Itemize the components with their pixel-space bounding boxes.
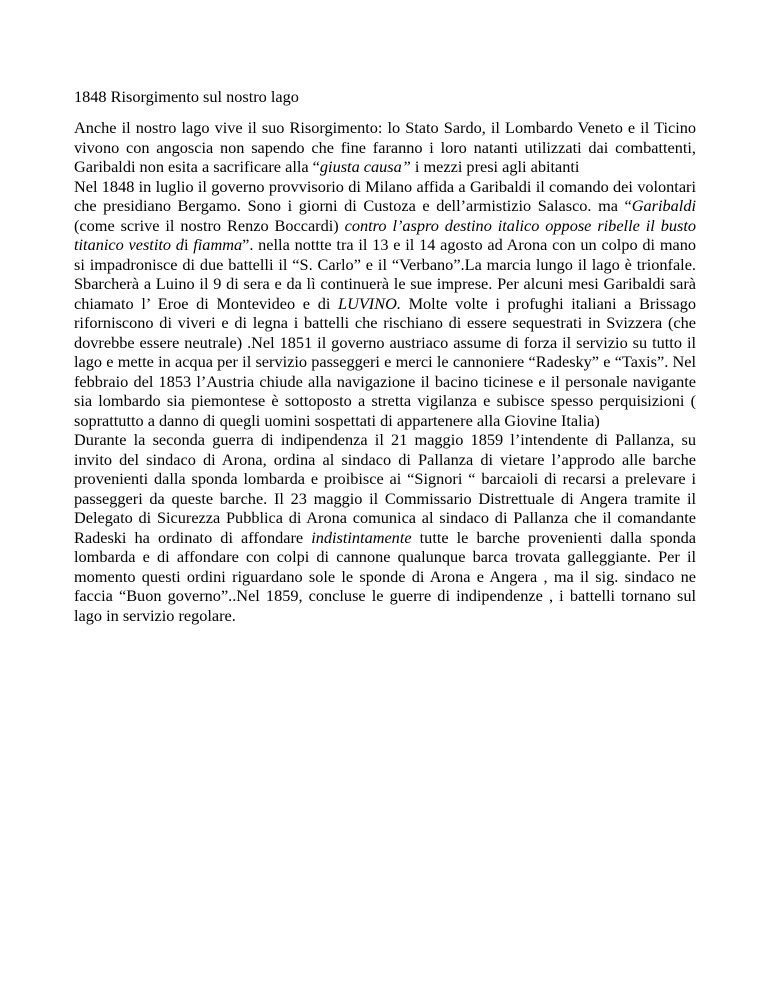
paragraph-intro xyxy=(74,118,696,177)
paragraph-1859 xyxy=(74,430,696,625)
paragraph-1848-text-c: i xyxy=(183,235,194,254)
emphasis-luvino: LUVINO. xyxy=(338,293,401,313)
paragraph-1848-text-a: Nel 1848 in luglio il governo provvisorio di Milano affida a Garibaldi il comando dei volontari che presidiano Bergamo. Sono i giorni di Custoza e dell’armistizio Salasco. ma “ xyxy=(74,176,696,215)
paragraph-intro-text: Anche il nostro lago vive il suo Risorgimento: lo Stato Sardo, il Lombardo Veneto e il Ticino vivono con angoscia non sapendo che fine faranno i loro natanti utilizzati dai combattenti, Garibaldi non esita a sacrificare alla “ xyxy=(74,118,696,176)
paragraph-1859-text-a: Durante la seconda guerra di indipendenza il 21 maggio 1859 l’intendente di Pallanza, su invito del sindaco di Arona, ordina al sindaco di Pallanza di vietare l’approdo alle barche provenienti dalla sponda lombarda e proibisce ai “Signori “ barcaioli di recarsi a prelevare i passeggeri da queste barche. Il 23 maggio il Commissario Distrettuale di Angera tramite il Delegato di Sicurezza Pubblica di Arona comunica al sindaco di Pallanza che il comandante Radeski ha ordinato di affondare xyxy=(74,430,696,547)
paragraph-1848-text-d: ”. nella nottte tra il 13 e il 14 agosto ad Arona con un colpo di mano si impadronisce di due battelli il “S. Carlo” e il “Verbano”.La marcia lungo il lago è trionfale. Sbarcherà a Luino il 9 di sera e da lì continuerà le sue imprese. Per alcuni mesi Garibaldi sarà chiamato l’ Eroe di Montevideo e di xyxy=(74,235,696,313)
document-page xyxy=(74,86,696,625)
paragraph-1848-text-b: (come scrive il nostro Renzo Boccardi) xyxy=(74,215,345,235)
document-title: 1848 Risorgimento sul nostro lago xyxy=(74,87,299,106)
paragraph-1848-text-e: Molte volte i profughi italiani a Brissago riforniscono di viveri e di legna i battelli che rischiano di essere sequestrati in Svizzera (che dovrebbe essere neutrale) .Nel 1851 il governo austriaco assume di forza il servizio su tutto il lago e mette in acqua per il servizio passeggeri e merci le cannoniere “Radesky” e “Taxis”. Nel febbraio del 1853 l’Austria chiude alla navigazione il bacino ticinese e il personale navigante sia lombardo sia piemontese è sottoposto a stretta vigilanza e subisce spesso perquisizioni ( soprattutto a danno di quegli uomini sospettati di appartenere alla Giovine Italia) xyxy=(74,293,697,430)
paragraph-1859-text-b: tutte le barche provenienti dalla sponda lombarda e di affondare con colpi di cannone qualunque barca trovata galleggiante. Per il momento questi ordini riguardano sole le sponde di Arona e Angera , ma il sig. sindaco ne faccia “Buon governo”..Nel 1859, concluse le guerre di indipendenze , i battelli tornano sul lago in servizio regolare. xyxy=(74,527,696,625)
emphasis-quote: contro l’aspro destino italico oppose ribelle il busto titanico vestito d xyxy=(74,215,696,254)
emphasis-fiamma: fiamma xyxy=(193,235,243,254)
emphasis-garibaldi: Garibaldi xyxy=(631,196,696,215)
emphasis-giusta-causa: giusta causa” xyxy=(319,157,411,176)
paragraph-intro-end: i mezzi presi agli abitanti xyxy=(410,157,580,176)
paragraph-1848 xyxy=(74,177,696,431)
emphasis-indistintamente: indistintamente xyxy=(311,527,412,547)
